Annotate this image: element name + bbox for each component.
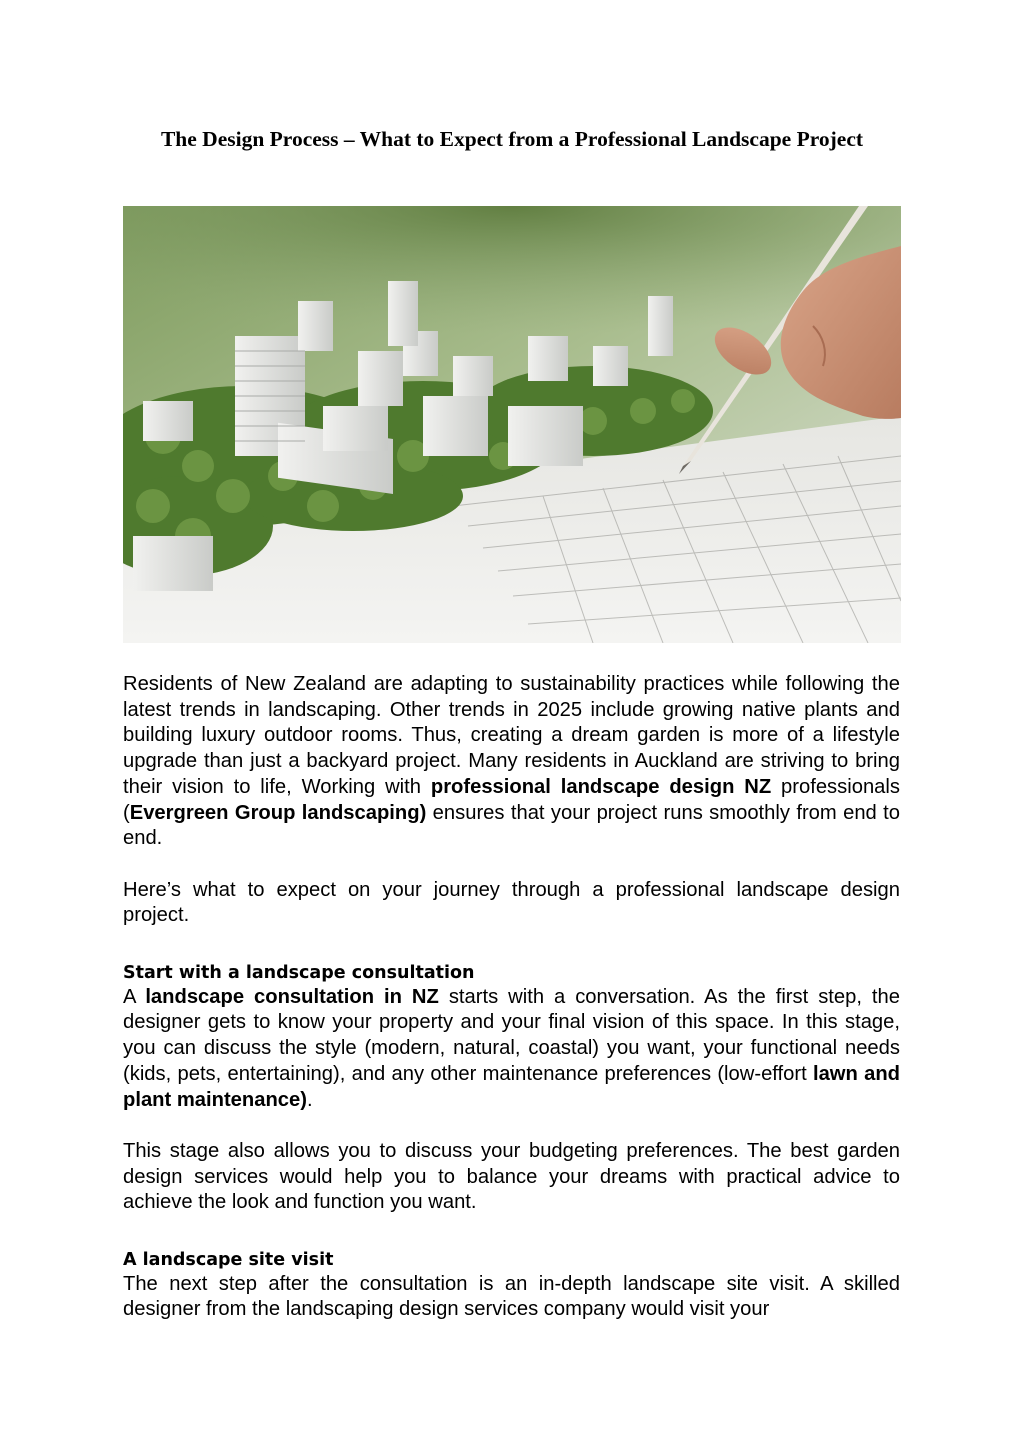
consultation-paragraph — [123, 985, 900, 1114]
consultation-emphasis: landscape consultation in NZ — [145, 985, 439, 1008]
page-title: The Design Process – What to Expect from a Professional Landscape Project — [160, 127, 864, 151]
consultation-text: starts with a conversation. As the first step, the designer gets to know your property and your final vision of this space. In this stage, you can discuss the style (modern, natural, coastal) you want, your functional needs (kids, pets, entertaining), and any other maintenance preferences (low-effort — [123, 985, 900, 1085]
intro-text: professionals ( — [123, 775, 900, 824]
intro-emphasis: professional landscape design NZ — [430, 775, 772, 798]
site-visit-paragraph: The next step after the consultation is an in-depth landscape site visit. A skilled designer from the landscaping design services company would visit your — [123, 1272, 900, 1321]
section-heading-site-visit: A landscape site visit — [123, 1249, 334, 1270]
article-body — [123, 672, 900, 1323]
consultation-emphasis: lawn and plant maintenance) — [123, 1062, 900, 1111]
architectural-model-photo-icon — [123, 206, 901, 643]
intro-text: ensures that your project runs smoothly from end to end. — [123, 801, 900, 850]
intro-text: Residents of New Zealand are adapting to sustainability practices while following the latest trends in landscaping. Other trends in 2025 include growing native plants and building luxury outdoor rooms. Thus, creating a dream garden is more of a lifestyle upgrade than just a backyard project. Many residents in Auckland are striving to bring their vision to life, Working with — [123, 673, 900, 798]
consultation-text: . — [306, 1088, 313, 1111]
consultation-text: A — [123, 985, 146, 1008]
section-heading-consultation: Start with a landscape consultation — [123, 962, 475, 983]
intro-paragraph — [123, 672, 900, 852]
budget-paragraph: This stage also allows you to discuss your budgeting preferences. The best garden design services would help you to balance your dreams with practical advice to achieve the look and function you want. — [123, 1139, 900, 1214]
hero-image — [123, 206, 901, 643]
intro-emphasis: Evergreen Group landscaping) — [129, 801, 427, 824]
expect-paragraph: Here’s what to expect on your journey through a professional landscape design project. — [123, 878, 900, 927]
